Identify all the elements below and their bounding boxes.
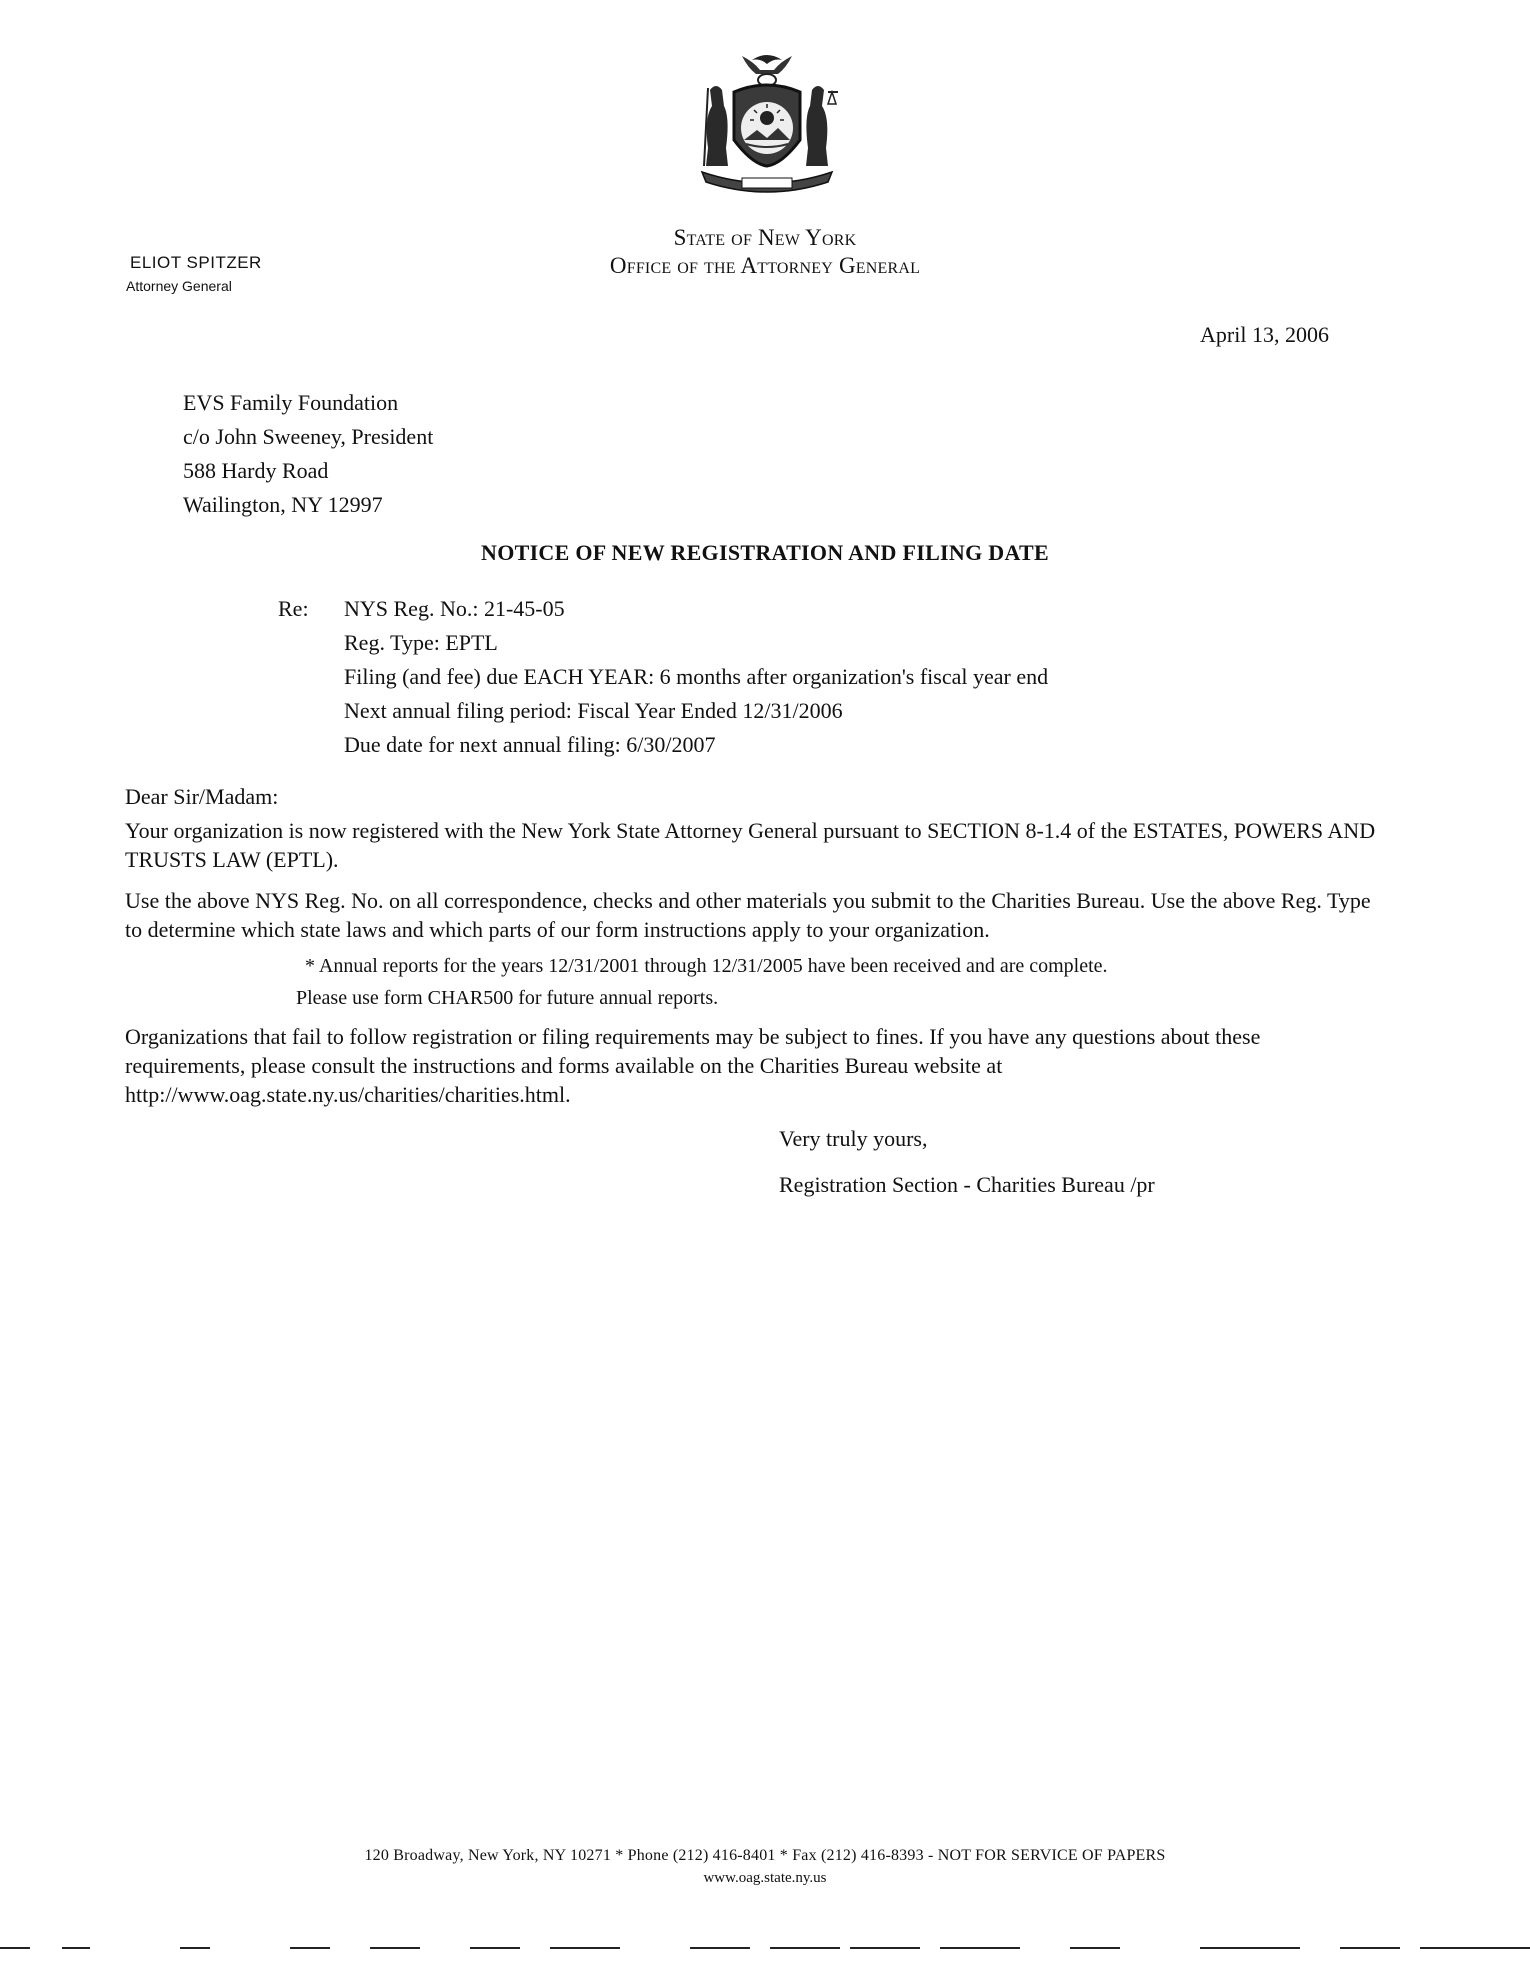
filing-due-date: Due date for next annual filing: 6/30/2007 [344,732,716,757]
office-name-heading: Office of the Attorney General [609,253,921,278]
attorney-general-name: ELIOT SPITZER [130,253,262,272]
filing-requirement: Filing (and fee) due EACH YEAR: 6 months after organization's fiscal year end [344,664,1049,689]
registration-number: NYS Reg. No.: 21-45-05 [344,596,565,621]
valediction: Very truly yours, [779,1126,928,1151]
registration-type: Reg. Type: EPTL [344,630,498,655]
form-note: Please use form CHAR500 for future annual reports. [296,987,719,1009]
footer-address: 120 Broadway, New York, NY 10271 * Phone (212) 416-8401 * Fax (212) 416-8393 - NOT FOR SERVICE OF PAPERS [364,1847,1166,1864]
recipient-street: 588 Hardy Road [183,458,329,483]
recipient-name: EVS Family Foundation [183,390,399,415]
annual-reports-note: * Annual reports for the years 12/31/2001 through 12/31/2005 have been received and are complete. [305,955,1108,977]
letter-date: April 13, 2006 [1200,322,1329,347]
salutation: Dear Sir/Madam: [125,784,279,809]
next-filing-period: Next annual filing period: Fiscal Year Ended 12/31/2006 [344,698,843,723]
attorney-general-title: Attorney General [126,278,232,294]
recipient-city: Wailington, NY 12997 [183,492,383,517]
state-seal-icon [682,48,852,198]
recipient-attention: c/o John Sweeney, President [183,424,434,449]
footer-website: www.oag.state.ny.us [703,1870,827,1886]
instructions-paragraph: Use the above NYS Reg. No. on all correspondence, checks and other materials you submit to the Charities Bureau. Use the above Reg. Type to determine which state laws and which parts of our form instructions apply to your organization. [125,888,1371,942]
office-state-heading: State of New York [673,225,857,250]
signature-line: Registration Section - Charities Bureau /pr [779,1172,1155,1197]
re-label: Re: [278,596,309,621]
fines-paragraph: Organizations that fail to follow registration or filing requirements may be subject to fines. If you have any questions about these requirements, please consult the instructions and forms available on the Charities Bureau website at http://www.oag.state.ny.us/charities/charities.html. [125,1024,1261,1107]
registration-paragraph: Your organization is now registered with the New York State Attorney General pursuant to SECTION 8-1.4 of the ESTATES, POWERS AND TRUSTS LAW (EPTL). [125,818,1376,872]
notice-title: NOTICE OF NEW REGISTRATION AND FILING DATE [481,540,1049,565]
page-bottom-divider [0,1938,1530,1958]
